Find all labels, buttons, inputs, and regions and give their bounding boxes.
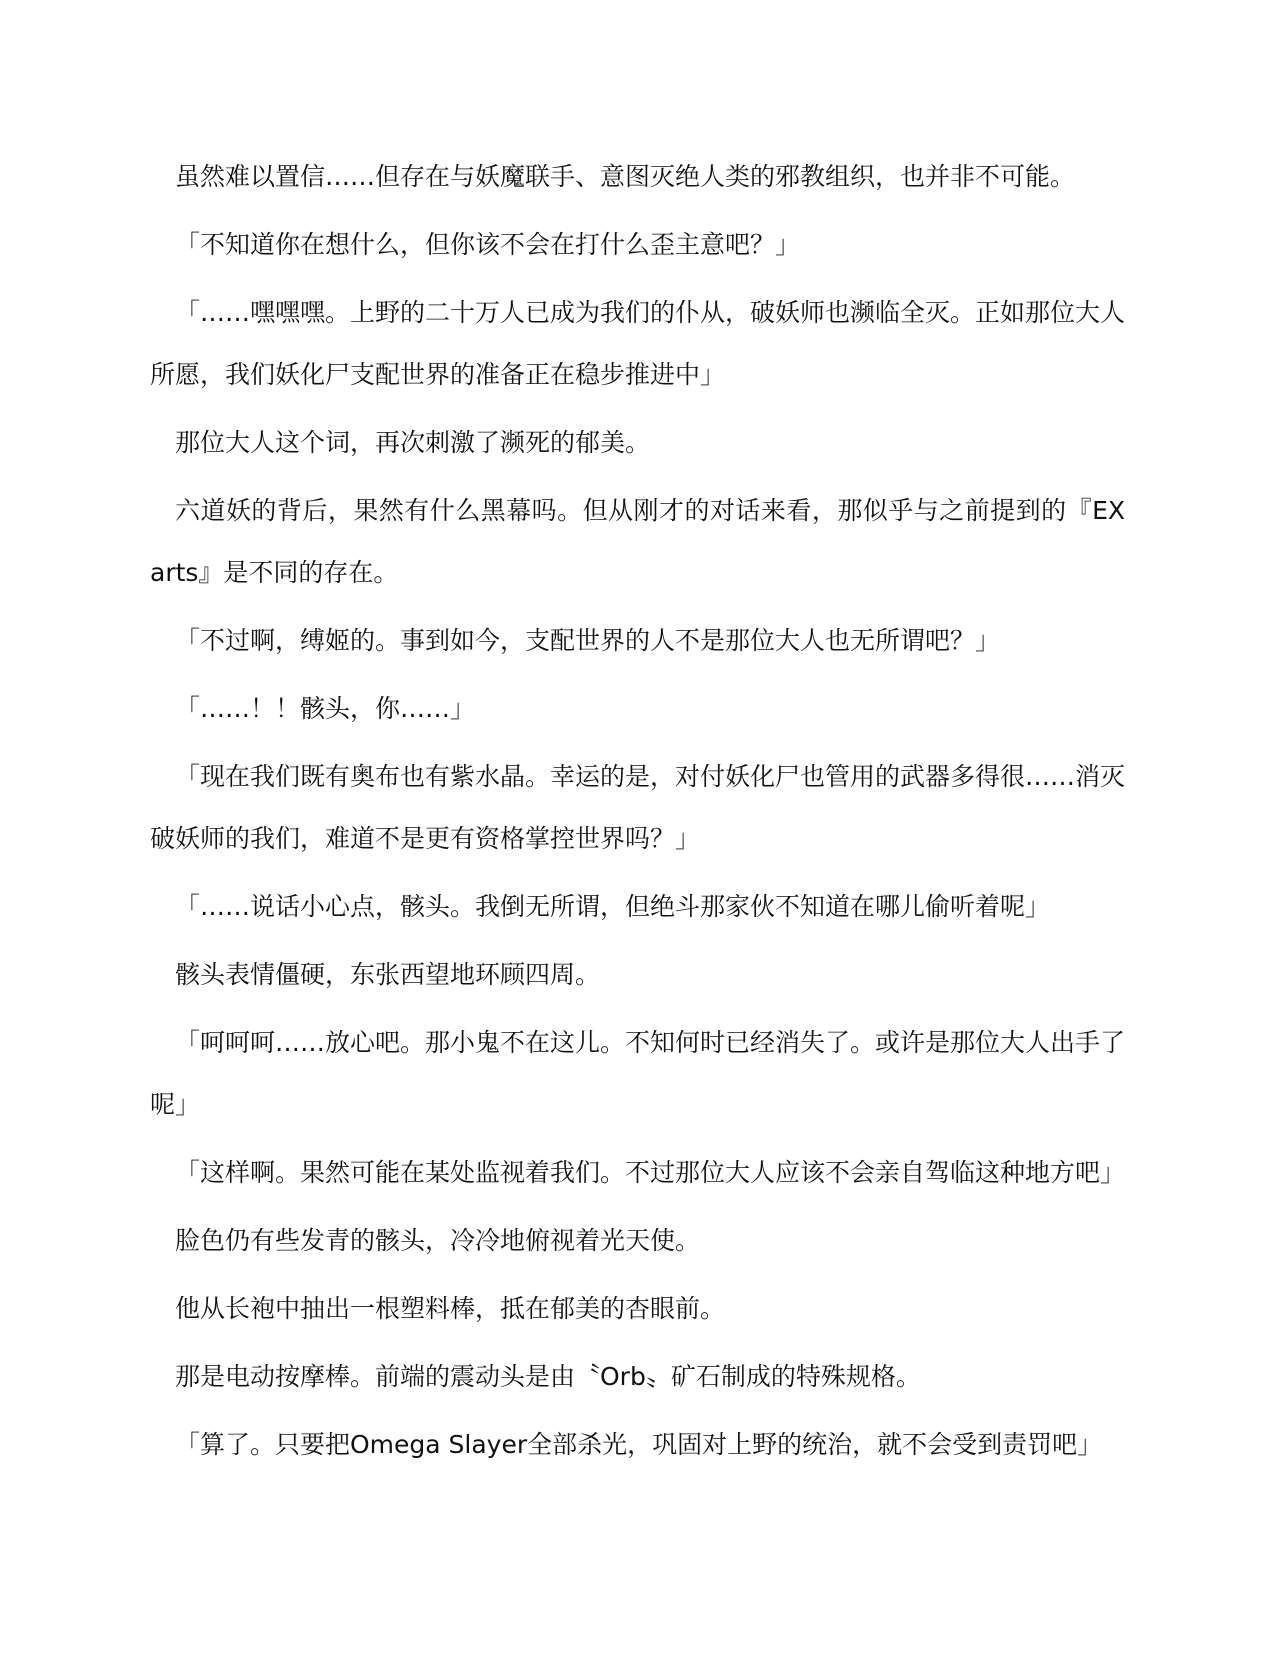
paragraph-6: 「不过啊，缚姬的。事到如今，支配世界的人不是那位大人也无所谓吧？」 [175, 626, 1001, 655]
paragraph-10: 骸头表情僵硬，东张西望地环顾四周。 [175, 960, 601, 989]
paragraph-14: 他从长袍中抽出一根塑料棒，抵在郁美的杏眼前。 [175, 1294, 726, 1323]
paragraph-1: 虽然难以置信……但存在与妖魔联手、意图灭绝人类的邪教组织，也并非不可能。 [175, 162, 1076, 191]
paragraph-8: 「现在我们既有奥布也有紫水晶。幸运的是，对付妖化尸也管用的武器多得很……消灭破妖师的我们，难道不是更有资格掌控世界吗？」 [150, 762, 1126, 853]
paragraph-5: 六道妖的背后，果然有什么黑幕吗。但从刚才的对话来看，那似乎与之前提到的『EX arts』是不同的存在。 [150, 496, 1125, 587]
paragraph-12: 「这样啊。果然可能在某处监视着我们。不过那位大人应该不会亲自驾临这种地方吧」 [175, 1158, 1126, 1187]
paragraph-16: 「算了。只要把Omega Slayer全部杀光，巩固对上野的统治，就不会受到责罚吧」 [175, 1430, 1103, 1459]
paragraph-15: 那是电动按摩棒。前端的震动头是由〝Orb〟矿石制成的特殊规格。 [175, 1362, 921, 1391]
paragraph-3: 「……嘿嘿嘿。上野的二十万人已成为我们的仆从，破妖师也濒临全灭。正如那位大人所愿，我们妖化尸支配世界的准备正在稳步推进中」 [150, 298, 1126, 389]
paragraph-4: 那位大人这个词，再次刺激了濒死的郁美。 [175, 428, 651, 457]
text-body [150, 146, 1125, 1482]
paragraph-7: 「……！！骸头，你……」 [175, 694, 476, 723]
paragraph-13: 脸色仍有些发青的骸头，冷冷地俯视着光天使。 [175, 1226, 701, 1255]
paragraph-2: 「不知道你在想什么，但你该不会在打什么歪主意吧？」 [175, 230, 801, 259]
paragraph-11: 「呵呵呵……放心吧。那小鬼不在这儿。不知何时已经消失了。或许是那位大人出手了呢」 [150, 1028, 1126, 1119]
paragraph-9: 「……说话小心点，骸头。我倒无所谓，但绝斗那家伙不知道在哪儿偷听着呢」 [175, 892, 1051, 921]
